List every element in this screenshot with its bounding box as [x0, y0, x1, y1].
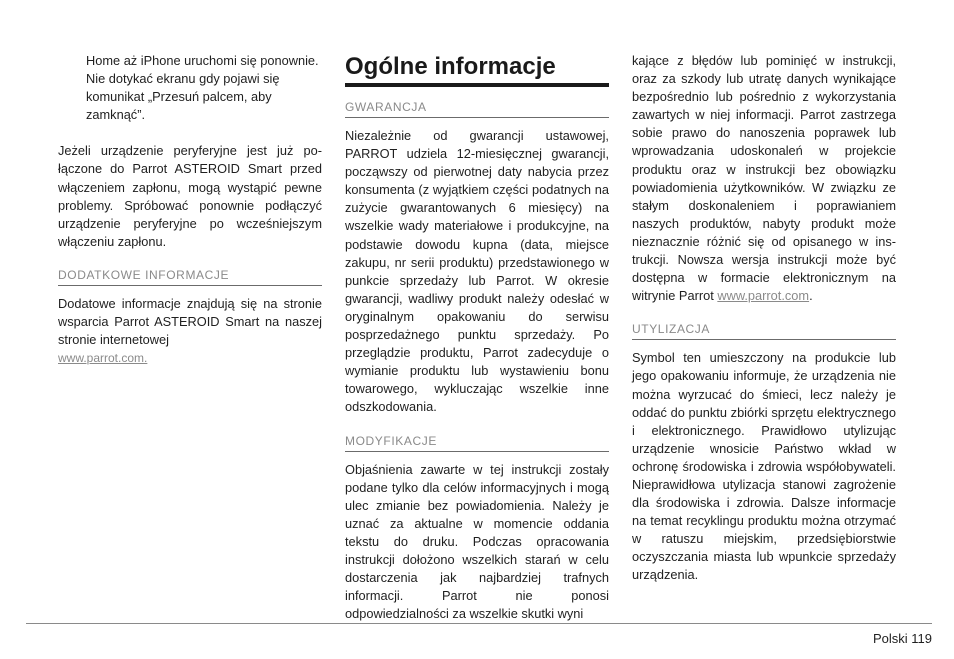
- section-heading-additional-info: DODATKOWE INFORMACJE: [58, 267, 322, 286]
- section-heading-warranty: GWARANCJA: [345, 99, 609, 118]
- liability-text: kające z błędów lub pominięć w instrukcji, oraz za szkody lub utratę danych wynikające bezpośrednio lub pośrednio z wykorzystania zawartych w niej informacji. Parrot zastrzega sobie prawo do nanoszenia poprawek lub wprowadzania udoskonaleń w projekcie produktu oraz w instrukcji bez obowiązku powiadomienia użytkowników. W związku ze stałym doskonaleniem i poprawianiem naszych produktów, nabyty produkt może nieznacznie różnić się od opisanego w instrukcji. Nowsza wersja instrukcji może być dostępna w formacie elektronicznym na witrynie Parrot: [632, 53, 896, 304]
- column-middle: [345, 52, 609, 623]
- page-number: Polski 119: [872, 631, 932, 646]
- parrot-website-link[interactable]: www.parrot.com.: [58, 351, 148, 366]
- section-heading-modifications: MODYFIKACJE: [345, 433, 609, 452]
- modifications-text: Objaśnienia zawarte w tej instrukcji zostały podane tylko dla celów informacyjnych i mogą ulec zmianie bez powiadomienia. Należy je uznać za aktualne w momencie oddania tekstu do druku. Podczas opracowania instrukcji dołożono wszelkich starań w celu dostarczenia jak najbardziej trafnych informacji. Parrot nie ponosi odpowiedzialności za wszelkie skutki wyni: [345, 461, 609, 622]
- page-title: Ogólne informacje: [345, 52, 609, 87]
- section-heading-disposal: UTYLIZACJA: [632, 321, 896, 340]
- liability-continuation-text: [632, 52, 896, 305]
- column-left: [58, 52, 322, 367]
- parrot-website-link-2[interactable]: www.parrot.com: [717, 288, 810, 304]
- additional-info-text: Dodatowe informacje znajdują się na stronie wsparcia Parrot ASTEROID Smart na naszej stronie internetowej: [58, 295, 322, 348]
- peripheral-paragraph: Jeżeli urządzenie peryferyjne jest już połączone do Parrot ASTEROID Smart przed włączeniem zapłonu, mogą wystąpić pewne problemy. Spróbować ponownie podłączyć urządzenie peryferyjne po wcześniejszym włączeniu zapłonu.: [58, 143, 322, 249]
- warranty-text: Niezależnie od gwarancji ustawowej, PARROT udziela 12-miesięcznej gwarancji, począwszy od pierwotnej daty nabycia przez konsumenta (z wyjątkiem części podatnych na zużycie gwarantowanych 6 miesięcy) na wszelkie wady materiałowe i produkcyjne, na podstawie dowodu kupna (data, miejsce zakupu, nr serii produktu) przedstawionego w punkcie sprzedaży lub Parrot. W okresie gwarancji, wadliwy produkt należy odesłać w oryginalnym opakowaniu do serwisu posprzedażnego punktu sprzedaży. Po przeglądzie produktu, Parrot zadecyduje o wymianie produktu lub wystawieniu bonu towarowego, wykluczając wszelkie inne odszkodowania.: [345, 128, 609, 415]
- disposal-text: Symbol ten umieszczony na produkcie lub jego opakowaniu informuje, że urządzenia nie można wyrzucać do śmieci, lecz należy je oddać do punktu zbiórki sprzętu elektrycznego i elektronicznego. Prawidłowo utylizując urządzenie wnosicie Państwo wkład w ochronę środowiska i zdrowia współobywateli. Nieprawidłowa utylizacja stanowi zagrożenie dla środowiska i zdrowia. Dalsze informacje na temat recyklingu produktu można otrzymać w ratuszu miejskim, przedsiębiorstwie oczyszczania miasta lub wpunkcie sprzedaży urządzenia.: [632, 350, 896, 583]
- column-right: [632, 52, 896, 585]
- footer-divider: [26, 623, 932, 624]
- intro-indented-text: Home aż iPhone uruchomi się ponownie. Nie dotykać ekranu gdy pojawi się komunikat „Przesuń palcem, aby zamknąć”.: [86, 53, 319, 123]
- liability-tail: .: [809, 288, 813, 304]
